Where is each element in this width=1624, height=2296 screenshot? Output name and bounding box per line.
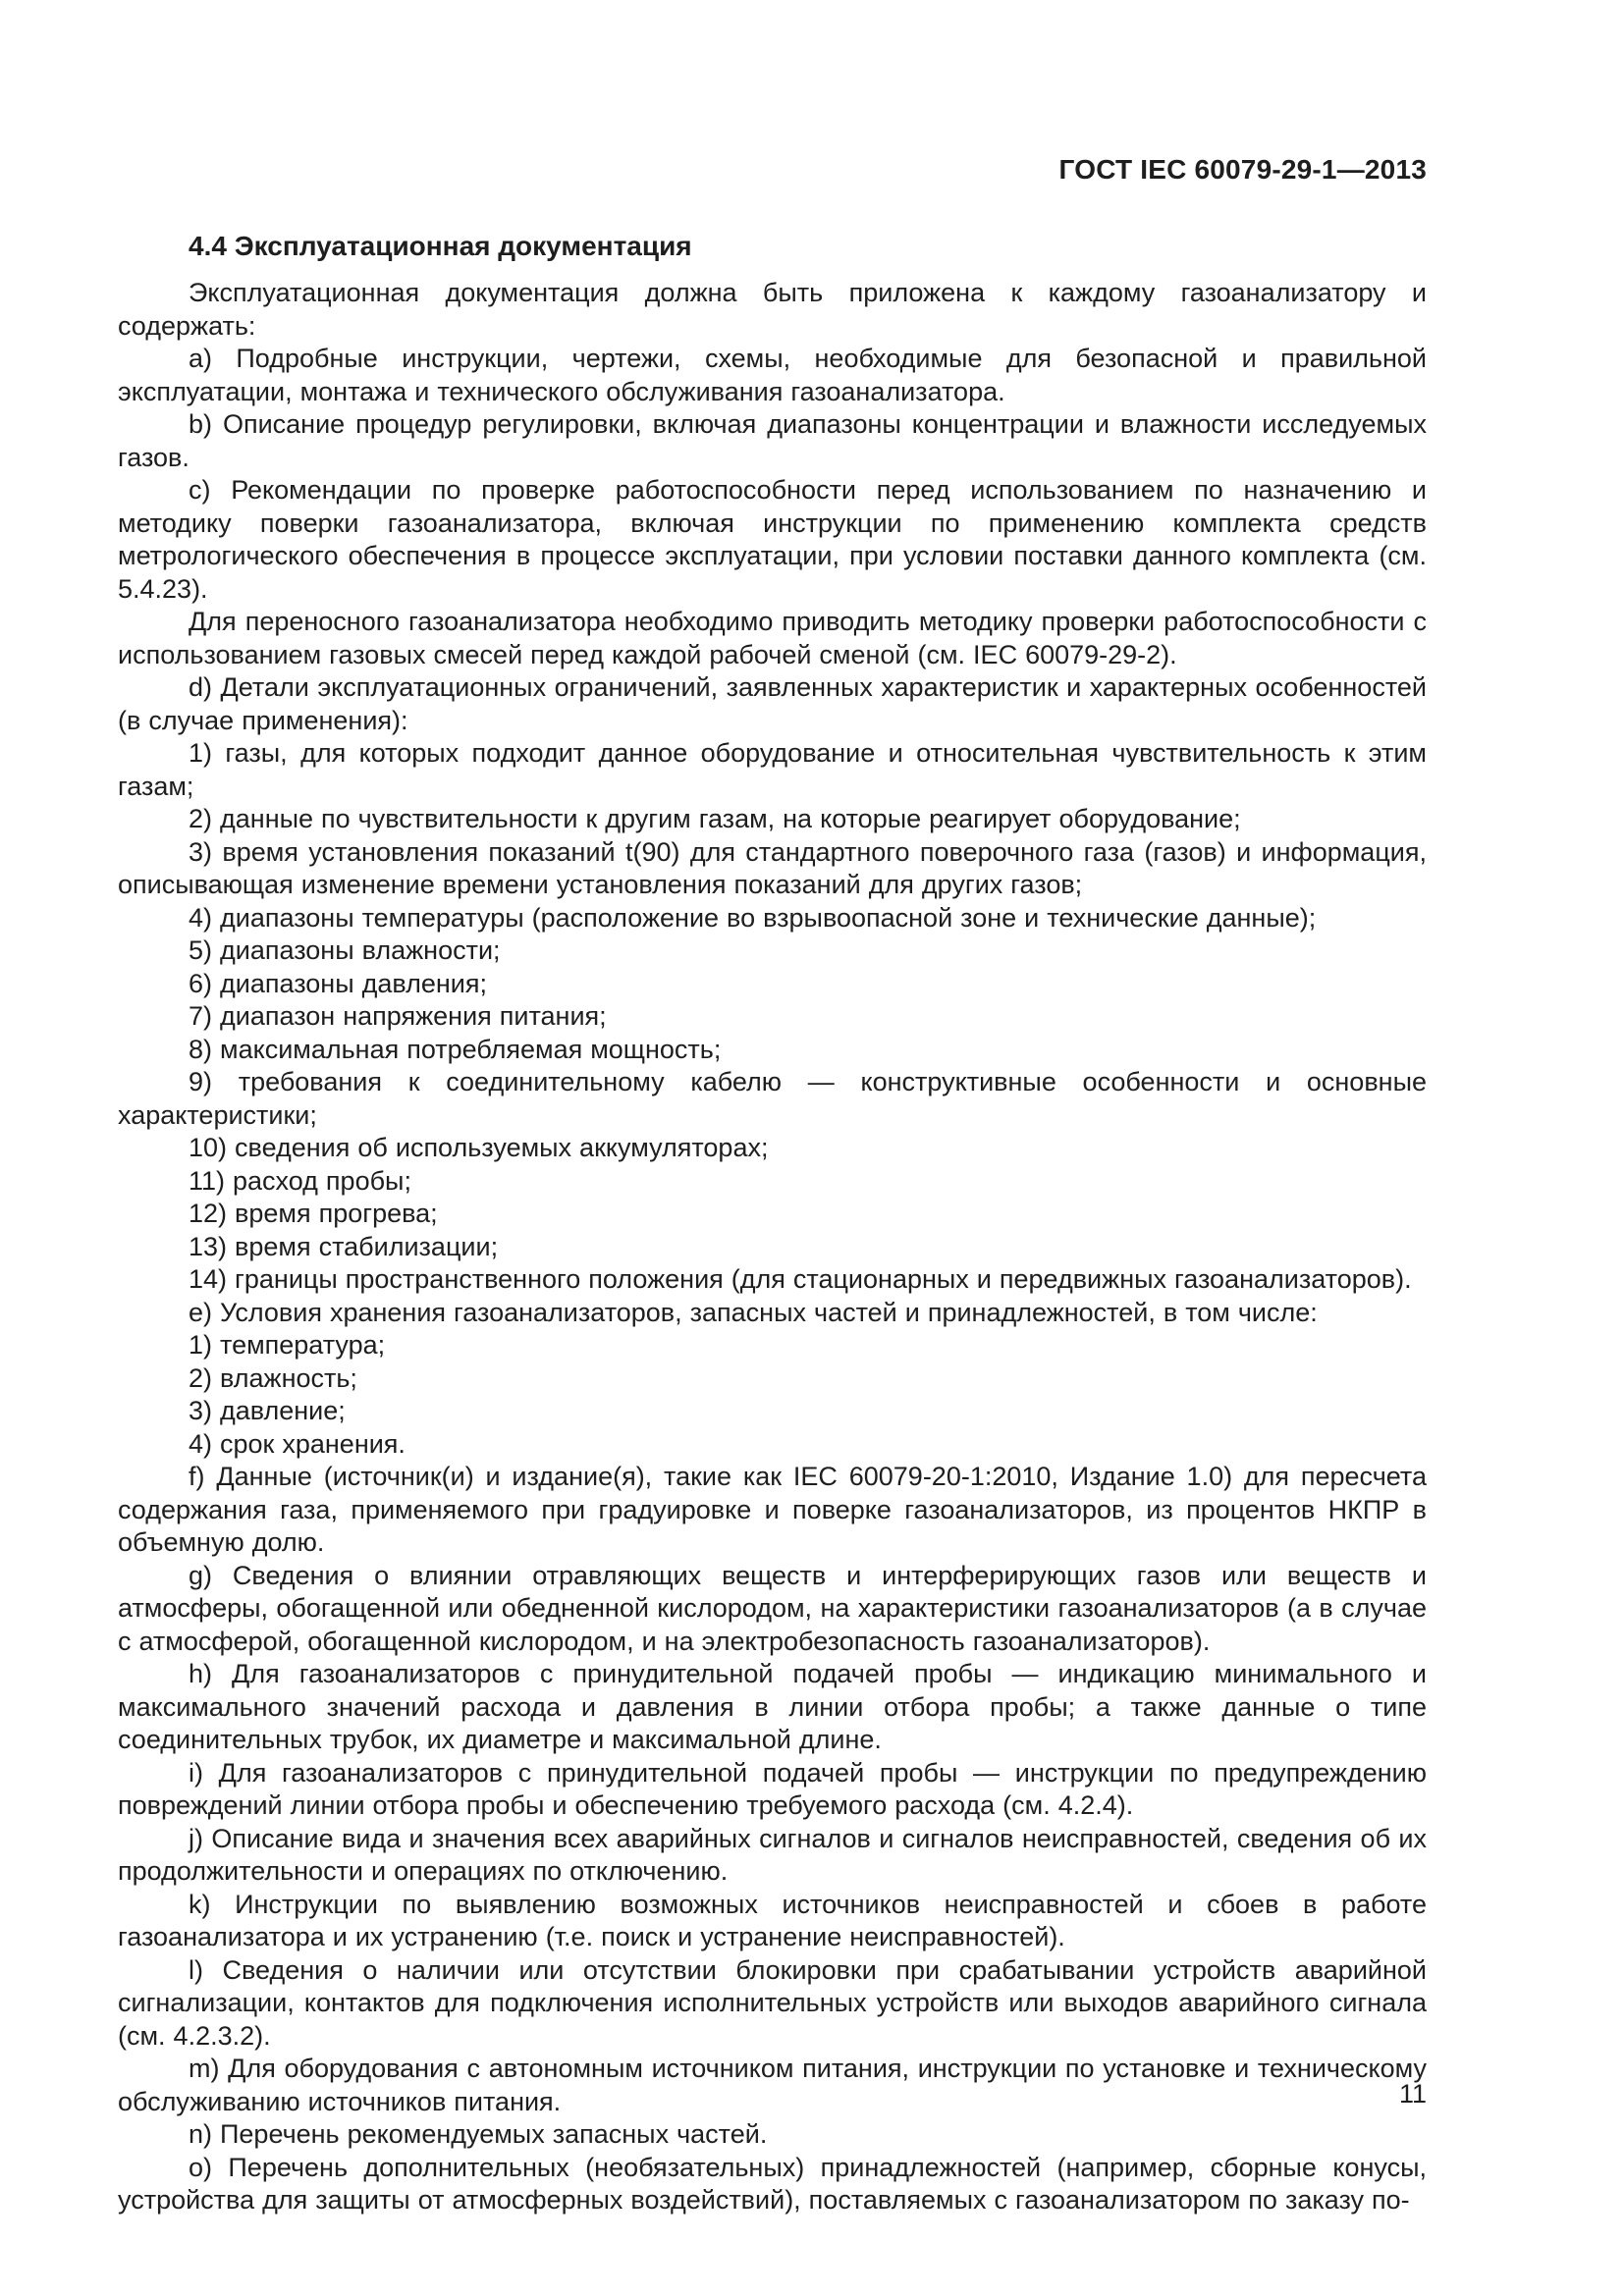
paragraph: 10) сведения об используемых аккумуляторах;	[189, 1133, 769, 1162]
paragraph: k) Инструкции по выявлению возможных источников неисправностей и сбоев в работе газоанализатора и их устранению (т.е. поиск и устранение неисправностей).	[118, 1889, 1427, 1951]
paragraph: c) Рекомендации по проверке работоспособности перед использованием по назначению и методику поверки газоанализатора, включая инструкции по применению комплекта средств метрологического обеспечения в процессе эксплуатации, при условии поставки данного комплекта (см. 5.4.23).	[118, 475, 1427, 604]
paragraph: f) Данные (источник(и) и издание(я), такие как IEC 60079-20-1:2010, Издание 1.0) для пересчета содержания газа, применяемого при градуировке и поверке газоанализаторов, из процентов НКПР в объемную долю.	[118, 1462, 1427, 1557]
document-header: ГОСТ IEC 60079-29-1—2013	[1058, 154, 1427, 185]
paragraph: l) Сведения о наличии или отсутствии блокировки при срабатывании устройств аварийной сигнализации, контактов для подключения исполнительных устройств или выходов аварийного сигнала (см. 4.2.3.2).	[118, 1954, 1427, 2051]
section-title: 4.4 Эксплуатационная документация	[189, 231, 692, 261]
paragraph: b) Описание процедур регулировки, включая диапазоны концентрации и влажности исследуемых газов.	[118, 409, 1427, 472]
paragraph: 8) максимальная потребляемая мощность;	[189, 1034, 722, 1064]
paragraph: 2) влажность;	[189, 1362, 357, 1393]
paragraph: 5) диапазоны влажности;	[189, 935, 501, 965]
paragraph: m) Для оборудования с автономным источником питания, инструкции по установке и техническому обслуживанию источников питания.	[118, 2054, 1427, 2116]
page-number: 11	[1398, 2079, 1427, 2109]
paragraph: 6) диапазоны давления;	[189, 968, 487, 998]
paragraph: i) Для газоанализаторов с принудительной подачей пробы — инструкции по предупреждению повреждений линии отбора пробы и обеспечению требуемого расхода (см. 4.2.4).	[118, 1757, 1427, 1820]
paragraph: 1) температура;	[189, 1330, 386, 1360]
paragraph: 12) время прогрева;	[189, 1199, 438, 1228]
paragraph: 2) данные по чувствительности к другим газам, на которые реагирует оборудование;	[189, 804, 1241, 833]
paragraph: 11) расход пробы;	[189, 1165, 411, 1196]
paragraph: 1) газы, для которых подходит данное оборудование и относительная чувствительность к этим газам;	[118, 738, 1427, 801]
document-body	[118, 277, 1427, 2217]
paragraph: 7) диапазон напряжения питания;	[189, 1001, 607, 1031]
paragraph: Эксплуатационная документация должна быть приложена к каждому газоанализатору и содержать:	[118, 278, 1427, 341]
paragraph: 13) время стабилизации;	[189, 1231, 499, 1261]
paragraph: Для переносного газоанализатора необходимо приводить методику проверки работоспособности с использованием газовых смесей перед каждой рабочей сменой (см. IEC 60079-29-2).	[118, 607, 1427, 669]
paragraph: g) Сведения о влиянии отравляющих веществ и интерферирующих газов или веществ и атмосферы, обогащенной или обедненной кислородом, на характеристики газоанализаторов (а в случае с атмосферой, обогащенной кислородом, и на электробезопасность газоанализаторов).	[118, 1560, 1427, 1656]
paragraph: 4) диапазоны температуры (расположение во взрывоопасной зоне и технические данные);	[189, 902, 1317, 933]
paragraph: n) Перечень рекомендуемых запасных частей.	[189, 2119, 768, 2149]
paragraph: 3) время установления показаний t(90) для стандартного поверочного газа (газов) и информация, описывающая изменение времени установления показаний для других газов;	[118, 836, 1427, 899]
paragraph: o) Перечень дополнительных (необязательных) принадлежностей (например, сборные конусы, устройства для защиты от атмосферных воздействий), поставляемых с газоанализатором по заказу по-	[118, 2152, 1427, 2215]
paragraph: h) Для газоанализаторов с принудительной подачей пробы — индикацию минимального и максимального значений расхода и давления в линии отбора пробы; а также данные о типе соединительных трубок, их диаметре и максимальной длине.	[118, 1659, 1427, 1754]
paragraph: 14) границы пространственного положения (для стационарных и передвижных газоанализаторов).	[189, 1264, 1412, 1294]
paragraph: j) Описание вида и значения всех аварийных сигналов и сигналов неисправностей, сведения об их продолжительности и операциях по отключению.	[118, 1823, 1427, 1886]
paragraph: e) Условия хранения газоанализаторов, запасных частей и принадлежностей, в том числе:	[189, 1297, 1318, 1327]
paragraph: 4) срок хранения.	[189, 1428, 406, 1459]
paragraph: 3) давление;	[189, 1396, 346, 1425]
paragraph: d) Детали эксплуатационных ограничений, заявленных характеристик и характерных особенностей (в случае применения):	[118, 672, 1427, 735]
paragraph: 9) требования к соединительному кабелю — конструктивные особенности и основные характеристики;	[118, 1067, 1427, 1130]
paragraph: a) Подробные инструкции, чертежи, схемы, необходимые для безопасной и правильной эксплуатации, монтажа и технического обслуживания газоанализатора.	[118, 344, 1427, 406]
